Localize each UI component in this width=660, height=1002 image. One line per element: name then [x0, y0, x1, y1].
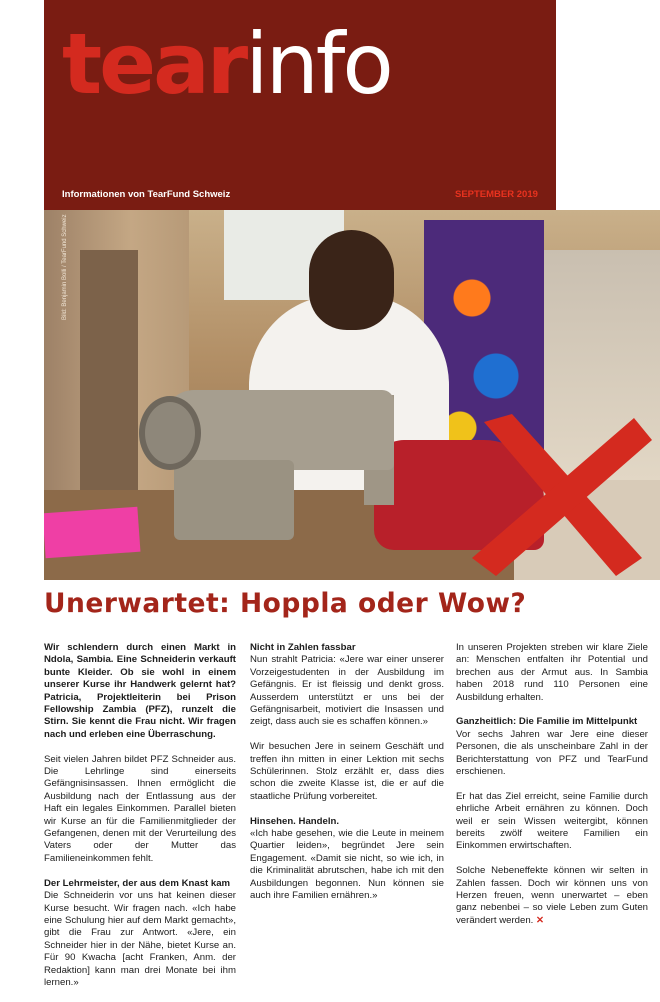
article-lead: Wir schlendern durch einen Markt in Ndola, Sambia. Eine Schneiderin verkauft bunte Kleider. Ob sie wohl in einem unserer Kurse ihr Handwerk gelernt hat? Patricia, Projektleiterin bei Prison Fellowship Zambia (PFZ), runzelt die Stirn. Sie kennt die Frau nicht. Wir fragen nach und erleben eine Überraschung. [44, 642, 236, 740]
article-headline: Unerwartet: Hoppla oder Wow? [44, 588, 527, 619]
article-subheading: Der Lehrmeister, der aus dem Knast kam [44, 877, 231, 889]
article-paragraph: Wir besuchen Jere in seinem Geschäft und treffen ihn mitten in einer Lektion mit sechs Schülerinnen. Stolz erzählt er, dass dies schon die zweite Klasse ist, die er auf die staatliche Prüfung vorbereitet. [250, 741, 444, 802]
article-paragraph: Nun strahlt Patricia: «Jere war einer unserer Vorzeigestudenten in der Ausbildung im Gefängnis. Er ist fleissig und denkt gross. Ausserdem unterstützt er uns bei der Gefängnisarbeit, motiviert die Insassen und zeigt, dass auch sie es schaffen können.» [250, 654, 444, 728]
article-subheading: Ganzheitlich: Die Familie im Mittelpunkt [456, 716, 638, 728]
photo-machine-wheel [139, 396, 201, 470]
article-column-1 [44, 642, 236, 1002]
issue-date: SEPTEMBER 2019 [455, 189, 538, 200]
red-cross-mark-icon [466, 410, 656, 580]
article-final-paragraph [456, 865, 648, 927]
photo-credit: Bild: Benjamin Bolli / TearFund Schweiz [62, 214, 68, 320]
article-subheading: Nicht in Zahlen fassbar [250, 642, 356, 653]
end-mark-icon: ✕ [536, 914, 545, 926]
photo-door [80, 250, 138, 530]
article-paragraph: Vor sechs Jahren war Jere eine dieser Personen, die als unscheinbare Zahl in der Berichterstattung von PFZ und TearFund erschienen. [456, 728, 648, 778]
photo-tailor-head [309, 230, 394, 330]
article-column-2 [250, 642, 444, 915]
masthead-logo-info: info [245, 15, 391, 113]
article-paragraph: Seit vielen Jahren bildet PFZ Schneider aus. Die Lehrlinge sind einerseits Gefängnisinsassen. Ihnen ermöglicht die Ausbildung nach der Entlassung aus der Haft ein legales Einkommen. Parallel bieten wir Kurse an für die Familienmitglieder der Gefangenen, denen mit der Verurteilung des Vaters oder der Mutter das Familieneinkommen fehlt. [44, 753, 236, 864]
tagline: Informationen von TearFund Schweiz [62, 189, 231, 200]
article-paragraph: «Ich habe gesehen, wie die Leute in meinem Quartier leiden», begründet Jere sein Engagement. «Damit sie nicht, so wie ich, in die Kriminalität abrutschen, habe ich mit den Ausbildungen begonnen. Nun können sie auch ihre Familien ernähren.» [250, 828, 444, 902]
masthead-logo-tear: tear [62, 15, 246, 113]
photo-machine-base [174, 460, 294, 540]
masthead-logo [62, 4, 391, 124]
article-paragraph: Die Schneiderin vor uns hat keinen dieser Kurse besucht. Wir fragen nach. «Ich habe eine Schulung hier auf dem Markt gemacht», gibt die Frau zur Antwort. «Jere, ein Schneider hier in der Nähe, bietet Kurse an. Für 90 Kwacha [acht Franken, Anm. der Redaktion] kann man drei Monate bei ihm lernen.» [44, 890, 236, 988]
article-subheading: Hinsehen. Handeln. [250, 815, 340, 827]
article-paragraph: Solche Nebeneffekte können wir selten in Zahlen fassen. Doch wir können uns von Herzen freuen, wenn unerwartet – eben ganz nebenbei – so viele Leben zum Guten verändert werden. [456, 865, 648, 926]
article-column-3 [456, 642, 648, 940]
article-paragraph: Er hat das Ziel erreicht, seine Familie durch ehrliche Arbeit ernähren zu können. Doch weil er sein Wissen weitergibt, können bereits zwölf weitere Familien ein Einkommen erwirtschaften. [456, 790, 648, 852]
article-paragraph: In unseren Projekten streben wir klare Ziele an: Menschen entfalten ihr Potential und brechen aus der Armut aus. In Sambia haben 2018 rund 110 Personen eine Ausbildung erhalten. [456, 642, 648, 703]
photo-pink-cloth [44, 507, 140, 559]
